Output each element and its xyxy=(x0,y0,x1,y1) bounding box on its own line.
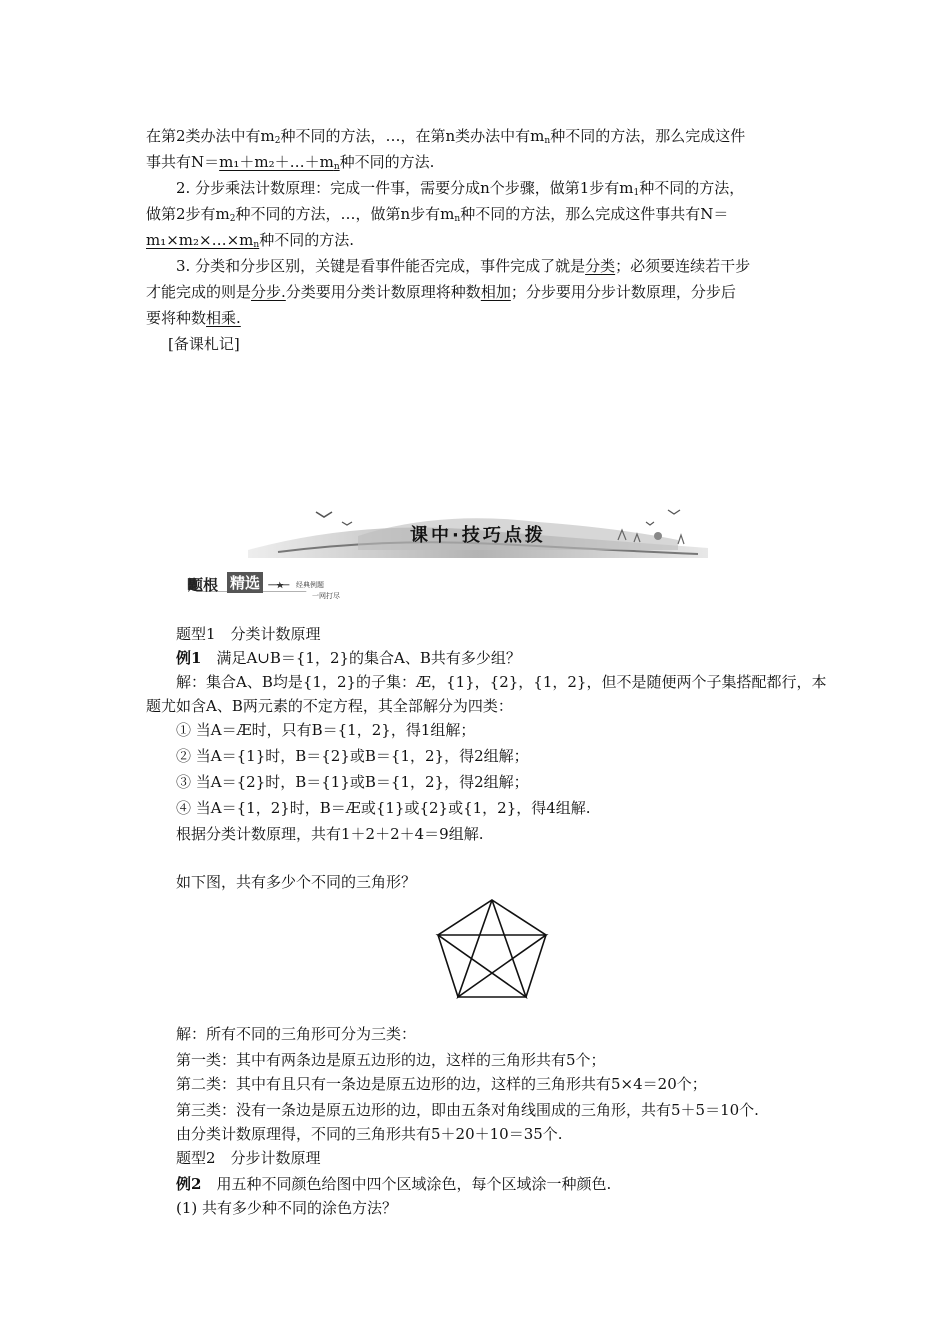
text-line: 题尤如含A、B两元素的不定方程，其全部解分为四类： xyxy=(146,697,513,715)
case-line: ④ 当A＝{1，2}时，B＝Æ或{1}或{2}或{1，2}，得4组解. xyxy=(176,799,591,817)
example-line: 例1 满足A∪B＝{1，2}的集合A、B共有多少组？ xyxy=(176,649,521,667)
text-line: 做第2步有$m_2$种不同的方法，…，做第n步有$m_n$种不同的方法，那么完成这件事共有N＝ xyxy=(146,205,729,224)
text-line: 第一类：其中有两条边是原五边形的边，这样的三角形共有5个； xyxy=(176,1051,606,1069)
example-line: 例2 用五种不同颜色给图中四个区域涂色，每个区域涂一种颜色. xyxy=(176,1175,612,1193)
case-line: ① 当A＝Æ时，只有B＝{1，2}，得1组解； xyxy=(176,721,476,739)
topic-heading: 题型2 分步计数原理 xyxy=(176,1149,321,1167)
text-line: 3. 分类和分步区别，关键是看事件能否完成，事件完成了就是分类；必须要连续若干步 xyxy=(176,257,751,275)
section-tag-title: 题根 xyxy=(188,576,219,594)
pentagram-figure xyxy=(434,897,550,999)
question-line: 如下图，共有多少个不同的三角形？ xyxy=(176,873,417,891)
prep-notes-label: [备课札记] xyxy=(168,335,240,353)
text-line: $m_1\times m_2\times\dots\times m_n$种不同的方法. xyxy=(146,231,354,250)
text-line: 在第2类办法中有$m_2$种不同的方法，…，在第n类办法中有$m_n$种不同的方法，那么完成这件 xyxy=(146,127,746,146)
section-tag-caption: 经典例题 xyxy=(296,581,324,589)
question-line: (1) 共有多少种不同的涂色方法？ xyxy=(176,1199,398,1217)
text-line: 解：集合A、B均是{1，2}的子集：Æ，{1}，{2}，{1，2}，但不是随便两个子集搭配都行，本 xyxy=(176,673,827,691)
case-line: ③ 当A＝{2}时，B＝{1}或B＝{1，2}，得2组解； xyxy=(176,773,529,791)
section-tag-caption: 一网打尽 xyxy=(312,592,340,600)
text-line: 根据分类计数原理，共有1＋2＋2＋4＝9组解. xyxy=(176,825,484,843)
text-line: 2. 分步乘法计数原理：完成一件事，需要分成n个步骤，做第1步有$m_1$种不同的方法， xyxy=(176,179,745,198)
section-banner-title: 课中·技巧点拨 xyxy=(410,525,546,546)
text-line: 第三类：没有一条边是原五边形的边，即由五条对角线围成的三角形，共有5＋5＝10个. xyxy=(176,1101,759,1119)
case-line: ② 当A＝{1}时，B＝{2}或B＝{1，2}，得2组解； xyxy=(176,747,529,765)
section-tag-highlight: 精选 xyxy=(227,572,263,593)
text-line: 才能完成的则是分步.分类要用分类计数原理将种数相加；分步要用分步计数原理，分步后 xyxy=(146,283,736,301)
topic-heading: 题型1 分类计数原理 xyxy=(176,625,321,643)
text-line: 第二类：其中有且只有一条边是原五边形的边，这样的三角形共有5×4＝20个； xyxy=(176,1075,707,1093)
text-line: 事共有$N=m_1+m_2+\dots+m_n$种不同的方法. xyxy=(146,153,435,172)
text-line: 解：所有不同的三角形可分为三类： xyxy=(176,1025,417,1043)
text-line: 要将种数相乘. xyxy=(146,309,241,327)
text-line: 由分类计数原理得，不同的三角形共有5＋20＋10＝35个. xyxy=(176,1125,563,1143)
